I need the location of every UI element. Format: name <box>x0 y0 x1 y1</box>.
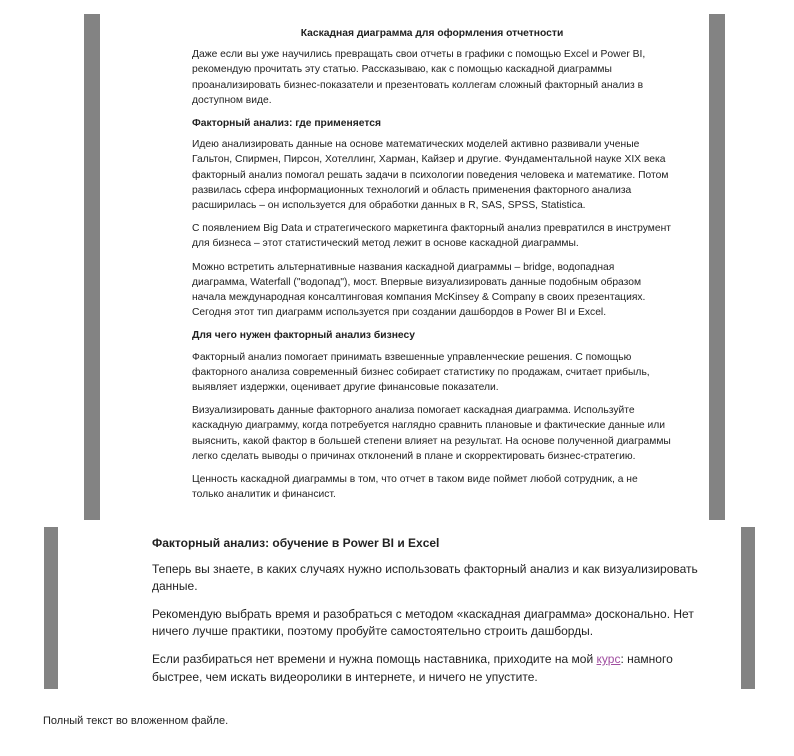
section1-paragraph-2: С появлением Big Data и стратегического маркетинга факторный анализ превратился в инструмент для бизнеса – этот статистический метод лежит в основе каскадной диаграммы. <box>192 223 671 250</box>
section3-paragraph-1: Теперь вы знаете, в каких случаях нужно использовать факторный анализ и как визуализировать данные. <box>152 561 698 594</box>
section2-paragraph-1: Факторный анализ помогает принимать взвешенные управленческие решения. С помощью факторного анализа современный бизнес собирает статистику по продажам, считает прибыль, выявляет издержки, оценивает другие финансовые показатели. <box>192 351 650 394</box>
attachment-caption: Полный текст во вложенном файле. <box>43 715 229 727</box>
section1-paragraph-3: Можно встретить альтернативные названия каскадной диаграммы – bridge, водопадная диаграмма, Waterfall ("водопад"), мост. Впервые визуализировать данные подобным образом начала международная консалтинговая компания McKinsey & Company в своих презентациях. Сегодня этот тип диаграмм используется при создании дашбордов в Power BI и Excel. <box>192 261 646 319</box>
document-title: Каскадная диаграмма для оформления отчетности <box>300 28 564 39</box>
course-link[interactable]: курс <box>596 651 621 666</box>
document-page-2 <box>58 527 741 689</box>
intro-paragraph: Даже если вы уже научились превращать свои отчеты в графики с помощью Excel и Power BI, рекомендую прочитать эту статью. Рассказываю, как с помощью каскадной диаграммы проанализировать бизнес-показатели и презентовать коллегам сложный факторный анализ в доступном виде. <box>192 49 646 106</box>
paragraph-text-before-link: Если разбираться нет времени и нужна помощь наставника, приходите на мой <box>152 651 597 666</box>
document-body-2 <box>152 535 712 696</box>
paragraph-text-after-link: : намного быстрее, чем искать видеоролики в интернете, и ничего не упустите. <box>152 651 673 684</box>
page1-right-bar <box>709 14 725 520</box>
section3-heading: Факторный анализ: обучение в Power BI и Excel <box>152 536 440 550</box>
section3-paragraph-3 <box>152 651 712 686</box>
section1-heading: Факторный анализ: где применяется <box>192 118 381 130</box>
section1-paragraph-1: Идею анализировать данные на основе математических моделей активно развивали ученые Гальтон, Спирмен, Пирсон, Хотеллинг, Харман, Кайзер и другие. Фундаментальной науке XIX века факторный анализ помогал решать задачи в психологии поведения человека и математике. Потом развилась сфера информационных технологий и область применения факторного анализа расширилась – он используется для обработки данных в R, SAS, SPSS, Statistica. <box>192 139 669 212</box>
section2-paragraph-2: Визуализировать данные факторного анализа помогает каскадная диаграмма. Используйте каскадную диаграмму, когда потребуется наглядно сравнить плановые и фактические данные или выяснить, какой фактор в большей степени влияет на результат. На основе полученной диаграммы легко сделать выводы о причинах отклонений в плане и скорректировать бизнес-стратегию. <box>192 405 671 462</box>
document-body-1 <box>192 26 672 510</box>
section2-paragraph-3: Ценность каскадной диаграммы в том, что отчет в таком виде поймет любой сотрудник, а не только аналитик и финансист. <box>192 474 638 501</box>
page1-left-bar <box>84 14 100 520</box>
document-page-1 <box>100 14 709 520</box>
page2-right-bar <box>741 527 755 689</box>
section3-paragraph-2: Рекомендую выбрать время и разобраться с методом «каскадная диаграмма» досконально. Нет ничего лучше практики, поэтому пробуйте самостоятельно строить дашборды. <box>152 606 694 639</box>
section2-heading: Для чего нужен факторный анализ бизнесу <box>192 330 415 342</box>
page2-left-bar <box>44 527 58 689</box>
